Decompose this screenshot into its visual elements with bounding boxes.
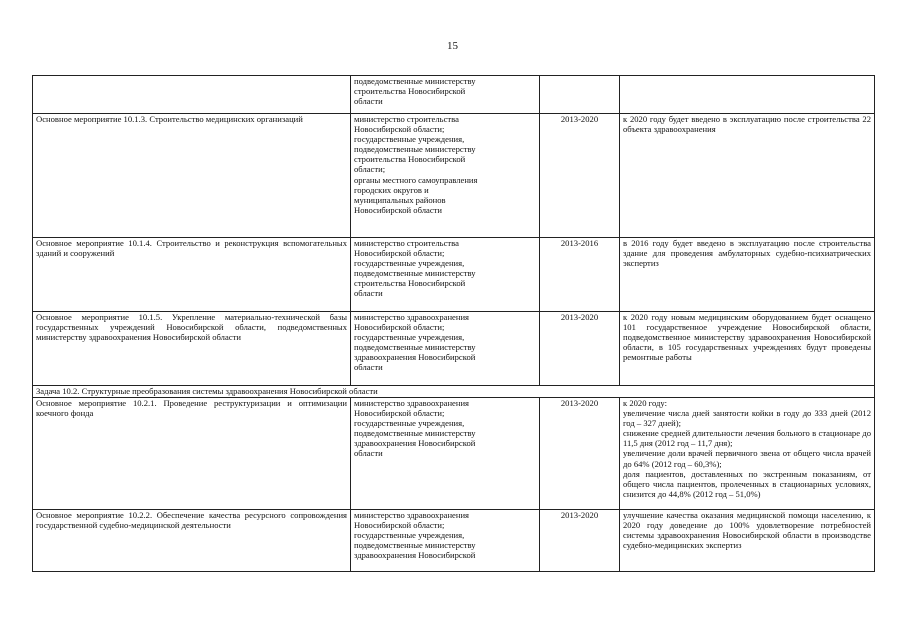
results-cell — [620, 510, 875, 572]
executor-line: министерство здравоохранения — [354, 398, 470, 408]
result-line: к 2020 году будет введено в эксплуатацию после строительства 22 объекта здравоохранения — [623, 114, 871, 135]
executor-line: Новосибирской области; — [354, 408, 445, 419]
activity-cell: Основное мероприятие 10.1.5. Укрепление материально-технической базы государственных учреждений Новосибирской области, подведомственных министерству здравоохранения Новосибирской области — [33, 312, 351, 386]
executor-line: городских округов и — [354, 184, 429, 195]
table-row — [33, 398, 875, 510]
executor-line: области — [354, 288, 383, 299]
executor-line: Новосибирской области — [354, 204, 443, 215]
executor-line: области — [354, 96, 383, 107]
executor-line: области — [354, 448, 383, 459]
results-cell — [620, 114, 875, 238]
executors-cell — [351, 398, 540, 510]
result-line: доля пациентов, доставленных по экстренным показаниям, от общего числа пациентов, пролеченных в стационарных условиях, снизится до 44,8% (2012 год – 51,0%) — [623, 468, 871, 499]
executor-line: строительства Новосибирской — [354, 86, 466, 97]
results-cell — [620, 398, 875, 510]
executor-line: Новосибирской области; — [354, 520, 445, 531]
result-line: увеличение доли врачей первичного звена от общего числа врачей до 64% (2012 год – 60,3%); — [623, 448, 871, 469]
executor-line: министерство строительства — [354, 114, 459, 124]
activity-cell: Основное мероприятие 10.2.1. Проведение реструктуризации и оптимизации коечного фонда — [33, 398, 351, 510]
executor-line: строительства Новосибирской — [354, 154, 466, 165]
table-row — [33, 312, 875, 386]
results-cell — [620, 312, 875, 386]
executor-line: области — [354, 362, 383, 373]
executor-line: министерство здравоохранения — [354, 510, 470, 520]
executor-line: подведомственные министерству — [354, 144, 476, 155]
executor-line: Новосибирской области; — [354, 248, 445, 259]
executor-line: министерство здравоохранения — [354, 312, 470, 322]
executor-line: муниципальных районов — [354, 194, 446, 205]
result-line: снижение средней длительности лечения больного в стационаре до 11,5 дня (2012 год – 11,7 дня); — [623, 428, 871, 449]
executor-line: здравоохранения Новосибирской — [354, 550, 476, 561]
period-cell: 2013-2020 — [540, 510, 620, 572]
executor-line: подведомственные министерству — [354, 76, 476, 86]
activity-cell — [33, 76, 351, 114]
executor-line: подведомственные министерству — [354, 540, 476, 551]
activity-cell: Основное мероприятие 10.1.3. Строительство медицинских организаций — [33, 114, 351, 238]
executor-line: здравоохранения Новосибирской — [354, 438, 476, 449]
result-line: улучшение качества оказания медицинской помощи населению, к 2020 году доведение до 100% удовлетворение потребностей системы здравоохранения Новосибирской области в производстве судебно-медицинских экспертиз — [623, 510, 871, 551]
program-activities-table — [32, 75, 875, 572]
period-cell: 2013-2020 — [540, 398, 620, 510]
executor-line: подведомственные министерству — [354, 268, 476, 279]
executor-line: Новосибирской области; — [354, 124, 445, 135]
executor-line: здравоохранения Новосибирской — [354, 352, 476, 363]
result-line: к 2020 году новым медицинским оборудованием будет оснащено 101 государственное учреждение Новосибирской области, подведомственное министерству здравоохранения Новосибирской области, в 105 государственных учреждениях будут проведены ремонтные работы — [623, 312, 871, 363]
executor-line: подведомственные министерству — [354, 428, 476, 439]
period-cell: 2013-2016 — [540, 238, 620, 312]
page-number: 15 — [447, 40, 458, 52]
executors-cell — [351, 114, 540, 238]
task-row — [33, 386, 875, 398]
period-cell: 2013-2020 — [540, 114, 620, 238]
executors-cell — [351, 312, 540, 386]
executors-cell — [351, 510, 540, 572]
executor-line: государственные учреждения, — [354, 530, 465, 541]
results-cell — [620, 76, 875, 114]
result-line: увеличение числа дней занятости койки в году до 333 дней (2012 год – 327 дней); — [623, 408, 871, 429]
executor-line: Новосибирской области; — [354, 322, 445, 333]
executor-line: подведомственные министерству — [354, 342, 476, 353]
table-row — [33, 76, 875, 114]
executor-line: государственные учреждения, — [354, 332, 465, 343]
executor-line: государственные учреждения, — [354, 258, 465, 269]
table-row — [33, 114, 875, 238]
task-heading: Задача 10.2. Структурные преобразования системы здравоохранения Новосибирской области — [33, 386, 875, 398]
executor-line: министерство строительства — [354, 238, 459, 248]
activity-cell: Основное мероприятие 10.1.4. Строительство и реконструкция вспомогательных зданий и сооружений — [33, 238, 351, 312]
period-cell — [540, 76, 620, 114]
executor-line: органы местного самоуправления — [354, 174, 478, 185]
executors-cell — [351, 238, 540, 312]
result-line: к 2020 году: — [623, 398, 667, 408]
results-cell — [620, 238, 875, 312]
executor-line: области; — [354, 164, 386, 175]
table-row — [33, 510, 875, 572]
executor-line: государственные учреждения, — [354, 134, 465, 145]
executor-line: государственные учреждения, — [354, 418, 465, 429]
executors-cell — [351, 76, 540, 114]
activity-cell: Основное мероприятие 10.2.2. Обеспечение качества ресурсного сопровождения государственной судебно-медицинской деятельности — [33, 510, 351, 572]
executor-line: строительства Новосибирской — [354, 278, 466, 289]
table-row — [33, 238, 875, 312]
result-line: в 2016 году будет введено в эксплуатацию после строительства здание для проведения амбулаторных судебно-психиатрических экспертиз — [623, 238, 871, 269]
period-cell: 2013-2020 — [540, 312, 620, 386]
